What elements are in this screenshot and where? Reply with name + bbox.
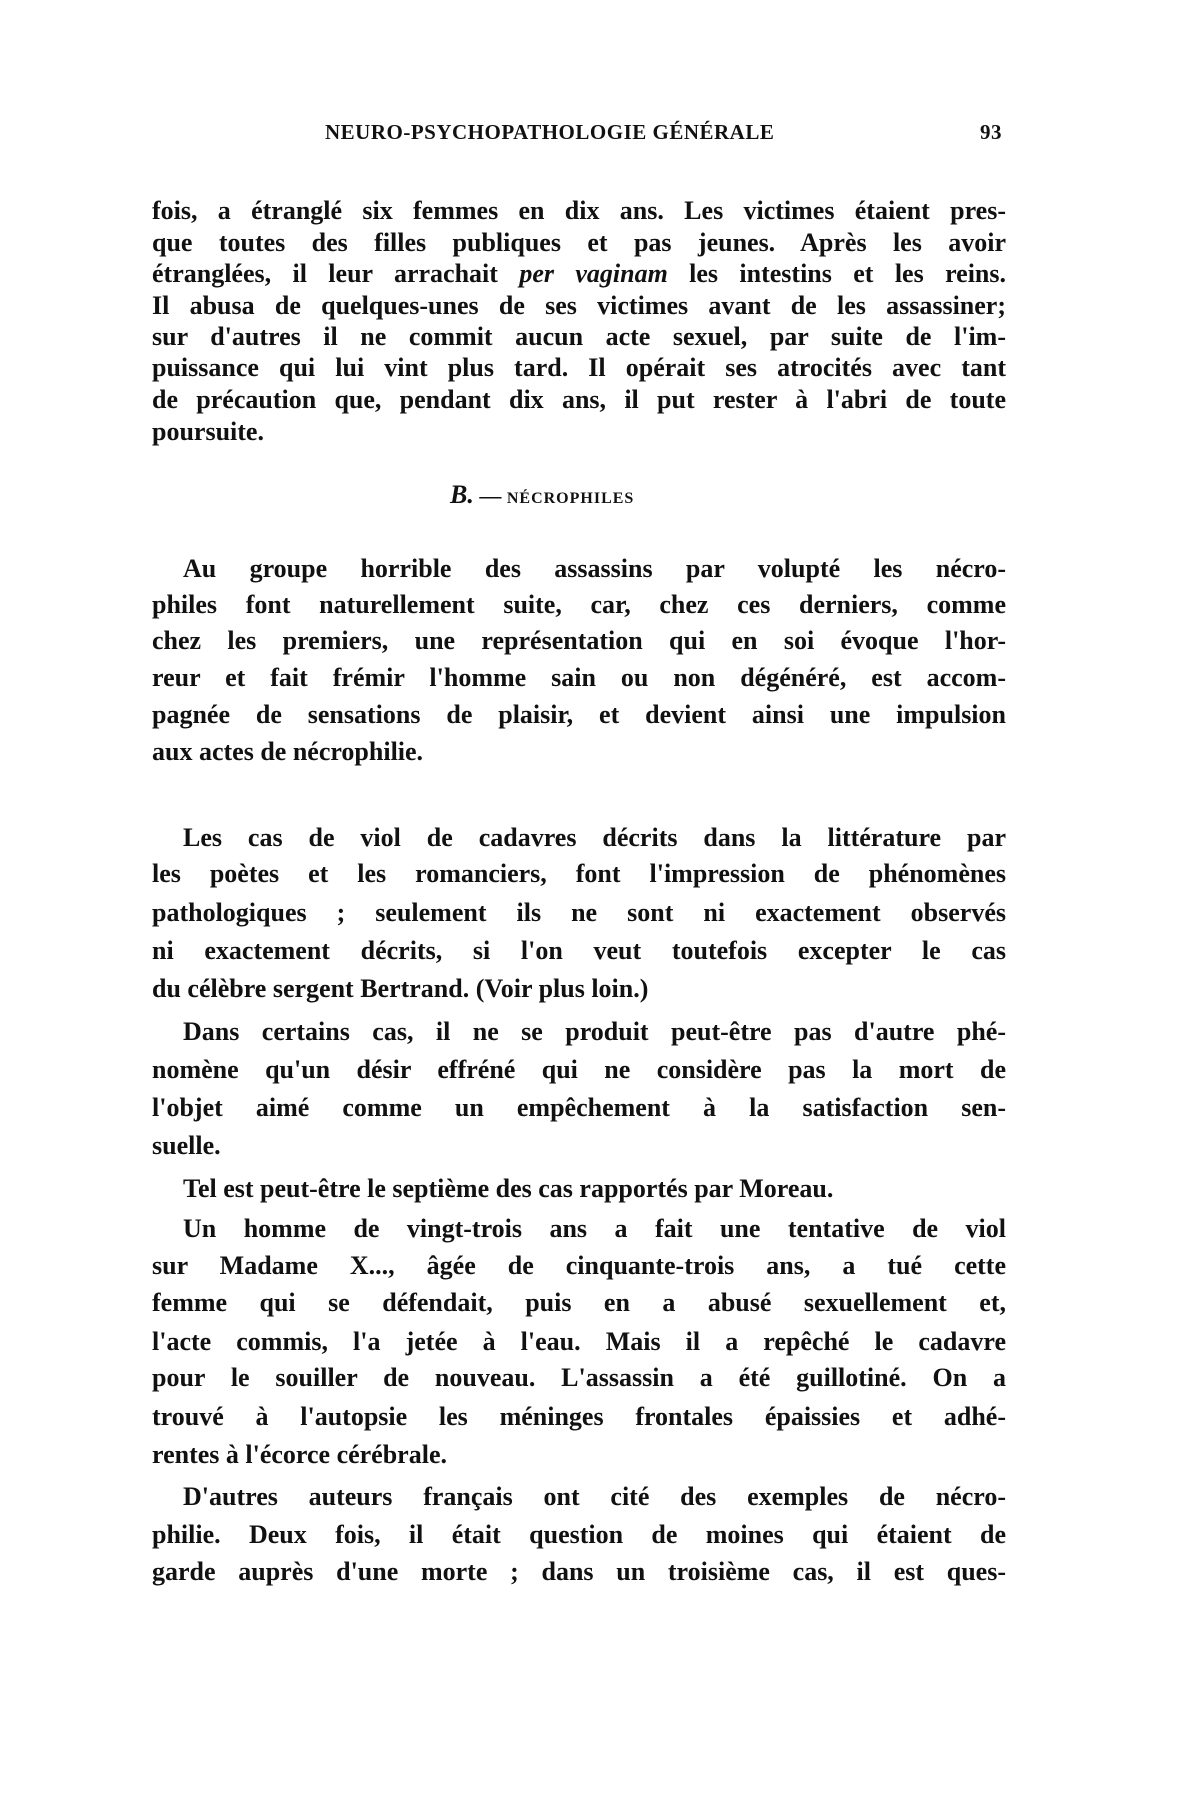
page-number: 93	[980, 120, 1002, 144]
text-line: étranglées, il leur arrachait per vaginam les intestins et les reins.	[152, 259, 1006, 288]
text-line: garde auprès d'une morte ; dans un troisième cas, il est ques-	[152, 1557, 1006, 1586]
text-line: poursuite.	[152, 417, 264, 446]
section-letter: B.	[450, 480, 474, 509]
text-line: femme qui se défendait, puis en a abusé sexuellement et,	[152, 1288, 1006, 1317]
text-line: Dans certains cas, il ne se produit peut-être pas d'autre phé-	[183, 1017, 1006, 1046]
text-line: fois, a étranglé six femmes en dix ans. Les victimes étaient pres-	[152, 196, 1006, 225]
text-line: trouvé à l'autopsie les méninges frontales épaissies et adhé-	[152, 1402, 1006, 1431]
text-line: nomène qu'un désir effréné qui ne considère pas la mort de	[152, 1055, 1006, 1084]
text-line: pour le souiller de nouveau. L'assassin a été guillotiné. On a	[152, 1363, 1006, 1392]
text-line: ni exactement décrits, si l'on veut toutefois excepter le cas	[152, 936, 1006, 965]
text-line: pagnée de sensations de plaisir, et devient ainsi une impulsion	[152, 700, 1006, 729]
text-line: chez les premiers, une représentation qui en soi évoque l'hor-	[152, 626, 1006, 655]
text-line: que toutes des filles publiques et pas jeunes. Après les avoir	[152, 228, 1006, 257]
section-title: NÉCROPHILES	[506, 490, 635, 507]
text-line: Il abusa de quelques-unes de ses victimes avant de les assassiner;	[152, 291, 1006, 320]
text-line: pathologiques ; seulement ils ne sont ni exactement observés	[152, 898, 1006, 927]
section-dash: —	[479, 483, 502, 508]
section-heading	[450, 480, 634, 510]
text-line: les poètes et les romanciers, font l'impression de phénomènes	[152, 859, 1006, 888]
text-line: Un homme de vingt-trois ans a fait une tentative de viol	[183, 1214, 1006, 1243]
text-line: l'acte commis, l'a jetée à l'eau. Mais il a repêché le cadavre	[152, 1327, 1006, 1356]
running-title: NEURO-PSYCHOPATHOLOGIE GÉNÉRALE	[325, 120, 775, 144]
text-line: du célèbre sergent Bertrand. (Voir plus loin.)	[152, 974, 649, 1003]
text-line: suelle.	[152, 1131, 221, 1160]
text-line: reur et fait frémir l'homme sain ou non dégénéré, est accom-	[152, 663, 1006, 692]
text-line: Au groupe horrible des assassins par volupté les nécro-	[183, 554, 1006, 583]
text-line: de précaution que, pendant dix ans, il put rester à l'abri de toute	[152, 385, 1006, 414]
text-line: l'objet aimé comme un empêchement à la satisfaction sen-	[152, 1093, 1006, 1122]
text-line: Les cas de viol de cadavres décrits dans la littérature par	[183, 823, 1006, 852]
text-line: philie. Deux fois, il était question de moines qui étaient de	[152, 1520, 1006, 1549]
text-line: D'autres auteurs français ont cité des exemples de nécro-	[183, 1482, 1006, 1511]
text-line: puissance qui lui vint plus tard. Il opérait ses atrocités avec tant	[152, 353, 1006, 382]
text-line: sur Madame X..., âgée de cinquante-trois ans, a tué cette	[152, 1251, 1006, 1280]
text-line: sur d'autres il ne commit aucun acte sexuel, par suite de l'im-	[152, 322, 1006, 351]
text-line: Tel est peut-être le septième des cas rapportés par Moreau.	[183, 1174, 834, 1203]
text-line: rentes à l'écorce cérébrale.	[152, 1440, 447, 1469]
text-line: philes font naturellement suite, car, chez ces derniers, comme	[152, 590, 1006, 619]
text-line: aux actes de nécrophilie.	[152, 737, 424, 766]
